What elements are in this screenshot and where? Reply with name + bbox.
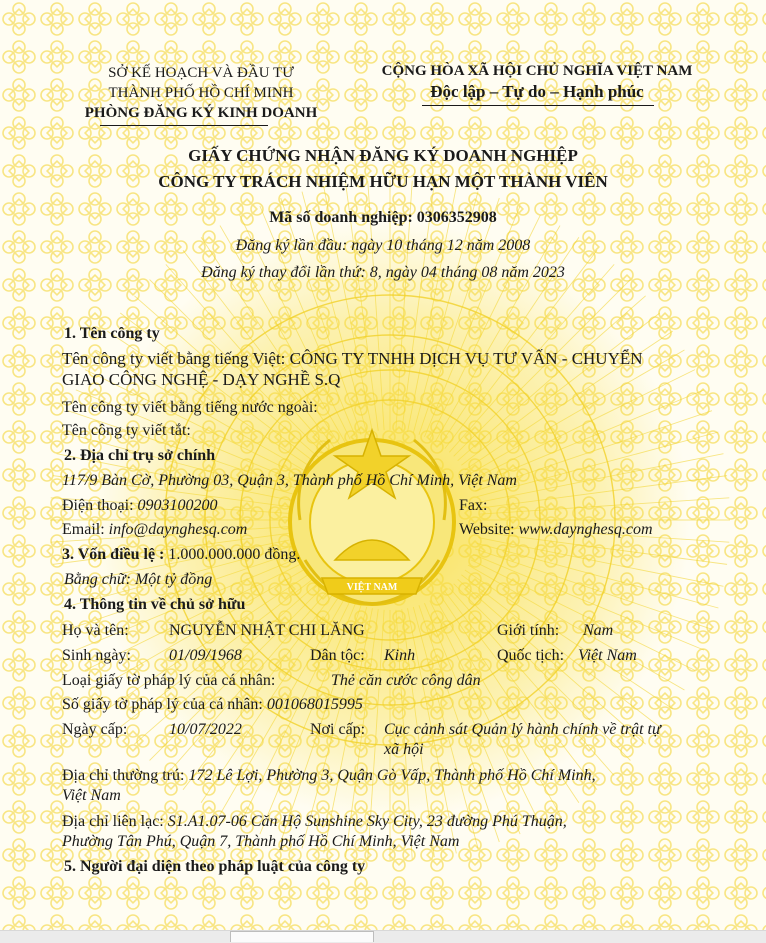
issue-date-label: Ngày cấp: (62, 721, 128, 738)
phone-value: 0903100200 (137, 497, 218, 514)
owner-name: NGUYỄN NHẬT CHI LĂNG (169, 622, 365, 639)
permanent-address-line-2: Việt Nam (62, 787, 121, 804)
permanent-address-line-1: 172 Lê Lợi, Phường 3, Quận Gò Vấp, Thành phố Hồ Chí Minh, (188, 767, 596, 784)
issued-by-label: Nơi cấp: (310, 721, 366, 738)
website-value: www.daynghesq.com (518, 521, 653, 538)
contact-address-row (62, 812, 567, 831)
agency-line-2: THÀNH PHỐ HỒ CHÍ MINH (108, 85, 294, 101)
section-5-heading: 5. Người đại diện theo pháp luật của công ty (64, 858, 366, 875)
contact-address-line-1: S1.A1.07-06 Căn Hộ Sunshine Sky City, 23 đường Phú Thuận, (167, 813, 567, 830)
emblem-ribbon-text: VIỆT NAM (346, 582, 398, 593)
foreign-name-label: Tên công ty viết bằng tiếng nước ngoài: (62, 399, 318, 416)
capital-in-words-value: Một tỷ đồng (134, 571, 213, 588)
email-label: Email: (62, 521, 105, 538)
tax-code: Mã số doanh nghiệp: 0306352908 (269, 209, 497, 226)
first-registration-date: Đăng ký lần đầu: ngày 10 tháng 12 năm 2008 (235, 237, 531, 254)
vn-name-line-2: GIAO CÔNG NGHỆ - DẠY NGHỀ S.Q (62, 370, 341, 389)
id-number-label: Số giấy tờ pháp lý của cá nhân: (62, 696, 263, 713)
id-number: 001068015995 (266, 696, 363, 713)
owner-ethnicity: Kinh (384, 647, 416, 664)
vn-name-label: Tên công ty viết bằng tiếng Việt: (62, 349, 286, 368)
motto-underline (422, 105, 654, 106)
charter-capital-amount: 1.000.000.000 đồng. (168, 546, 301, 563)
id-type: Thẻ căn cước công dân (331, 672, 481, 689)
website-label: Website: (459, 521, 515, 538)
owner-gender: Nam (583, 622, 614, 639)
vn-name-line-1: CÔNG TY TNHH DỊCH VỤ TƯ VẤN - CHUYỂN (289, 349, 643, 368)
permanent-address-label: Địa chỉ thường trú: (62, 767, 185, 784)
capital-in-words-label: Bằng chữ: (64, 571, 131, 588)
owner-name-label: Họ và tên: (62, 622, 129, 639)
section-1-heading: 1. Tên công ty (64, 325, 160, 342)
head-office-address: 117/9 Bàn Cờ, Phường 03, Quận 3, Thành phố Hồ Chí Minh, Việt Nam (62, 472, 517, 489)
permanent-address-row (62, 766, 596, 785)
email-value: info@daynghesq.com (108, 521, 248, 538)
national-motto: Độc lập – Tự do – Hạnh phúc (430, 82, 644, 101)
country-name: CỘNG HÒA XÃ HỘI CHỦ NGHĨA VIỆT NAM (381, 63, 693, 79)
certificate-title: GIẤY CHỨNG NHẬN ĐĂNG KÝ DOANH NGHIỆP (188, 146, 578, 165)
website-row (459, 520, 653, 539)
change-registration-date: Đăng ký thay đổi lần thứ: 8, ngày 04 tháng 08 năm 2023 (201, 264, 565, 281)
charter-capital-row (62, 545, 300, 564)
vn-name-row (62, 349, 643, 369)
section-4-heading: 4. Thông tin về chủ sở hữu (64, 596, 246, 613)
email-row (62, 520, 247, 539)
owner-dob: 01/09/1968 (169, 647, 242, 664)
short-name-label: Tên công ty viết tắt: (62, 422, 191, 439)
phone-label: Điện thoại: (62, 497, 134, 514)
id-number-row (62, 695, 363, 714)
agency-line-1: SỞ KẾ HOẠCH VÀ ĐẦU TƯ (108, 65, 294, 81)
issued-by-line-2: xã hội (384, 741, 424, 758)
phone-row (62, 496, 218, 515)
fax-label: Fax: (459, 497, 488, 514)
agency-line-3: PHÒNG ĐĂNG KÝ KINH DOANH (84, 105, 318, 121)
agency-underline (100, 125, 268, 126)
section-2-heading: 2. Địa chỉ trụ sở chính (64, 447, 216, 464)
contact-address-line-2: Phường Tân Phú, Quận 7, Thành phố Hồ Chí Minh, Việt Nam (62, 833, 460, 850)
owner-gender-label: Giới tính: (497, 622, 560, 639)
company-type-title: CÔNG TY TRÁCH NHIỆM HỮU HẠN MỘT THÀNH VIÊN (158, 172, 608, 191)
issue-date: 10/07/2022 (169, 721, 242, 738)
owner-dob-label: Sinh ngày: (62, 647, 131, 664)
owner-nationality: Việt Nam (578, 647, 637, 664)
issued-by-line-1: Cục cảnh sát Quản lý hành chính về trật tự (384, 721, 661, 738)
owner-nationality-label: Quốc tịch: (497, 647, 565, 664)
contact-address-label: Địa chỉ liên lạc: (62, 813, 164, 830)
owner-ethnicity-label: Dân tộc: (310, 647, 365, 664)
capital-in-words-row (64, 570, 212, 589)
section-3-heading: 3. Vốn điều lệ : (62, 546, 165, 563)
id-type-label: Loại giấy tờ pháp lý của cá nhân: (62, 672, 276, 689)
